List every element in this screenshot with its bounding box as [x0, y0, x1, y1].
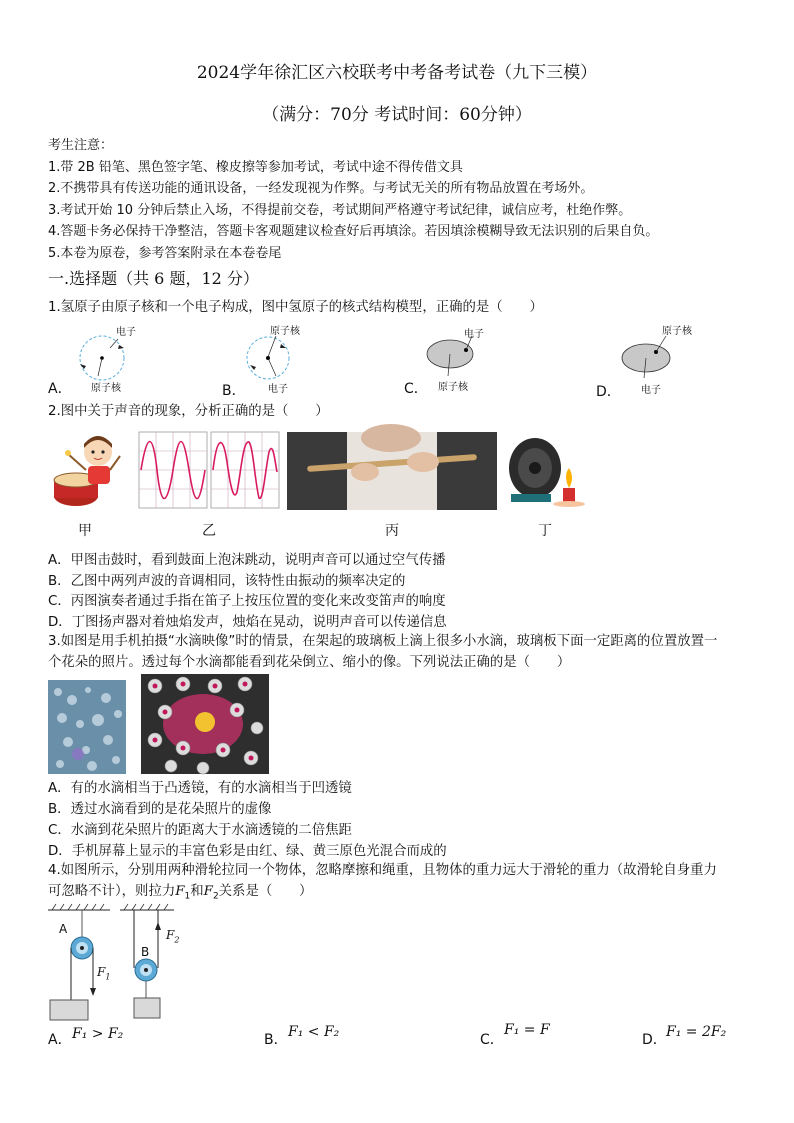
- flute-player-photo: [287, 432, 497, 510]
- fig-force-f2: $F_2$: [166, 928, 180, 945]
- q1-option-d[interactable]: D．: [596, 384, 621, 400]
- q4-stem-line2a: 可忽略不计），则拉力: [48, 884, 176, 899]
- q1-a-label-top: 电子: [116, 327, 136, 338]
- force-f1-sub: 1: [184, 891, 191, 902]
- exam-title: 2024学年徐汇区六校联考中考备考试卷（九下三模）: [196, 63, 598, 83]
- q1-stem: 1.氢原子由原子核和一个电子构成，图中氢原子的核式结构模型，正确的是（ ）: [48, 300, 543, 315]
- q1-d-label-top: 原子核: [662, 326, 692, 337]
- speaker-candle-image: [505, 432, 587, 510]
- q4-option-b[interactable]: B．: [264, 1032, 288, 1048]
- q3-option-c[interactable]: C．水滴到花朵照片的距离大于水滴透镜的二倍焦距: [48, 823, 352, 838]
- section-title: 一.选择题（共 6 题，12 分）: [48, 269, 259, 288]
- atom-model-d: [620, 336, 680, 386]
- q4-formula-d: F₁ = 2F₂: [666, 1024, 727, 1040]
- caption-jia: 甲: [78, 523, 92, 539]
- q2-option-b[interactable]: B．乙图中两列声波的音调相同，该特性由振动的频率决定的: [48, 574, 406, 589]
- q3-stem-line1: 3.如图是用手机拍摄“水滴映像”时的情景，在架起的玻璃板上滴上很多小水滴，玻璃板下面一定距离的位置放置一: [48, 634, 718, 649]
- note-item: 1.带 2B 铅笔、黑色签字笔、橡皮擦等参加考试，考试中途不得传借文具: [48, 159, 463, 175]
- sound-wave-graphs: [139, 432, 285, 510]
- q4-formula-b: F₁ < F₂: [288, 1024, 340, 1040]
- q4-option-a[interactable]: A．: [48, 1032, 72, 1048]
- q4-formula-c: F₁ = F: [504, 1022, 550, 1038]
- q3-option-b[interactable]: B．透过水滴看到的是花朵照片的虚像: [48, 802, 272, 817]
- q4-stem-line1: 4.如图所示，分别用两种滑轮拉同一个物体，忽略摩擦和绳重，且物体的重力远大于滑轮的重力（故滑轮自身重力: [48, 863, 717, 878]
- note-item: 4.答题卡务必保持干净整洁，答题卡客观题建议检查好后再填涂。若因填涂模糊导致无法识别的后果自负。: [48, 224, 659, 239]
- q3-option-d[interactable]: D．手机屏幕上显示的丰富色彩是由红、绿、黄三原色光混合而成的: [48, 844, 447, 859]
- q2-option-d[interactable]: D．丁图扬声器对着烛焰发声，烛焰在晃动，说明声音可以传递信息: [48, 615, 447, 630]
- q4-option-c[interactable]: C．: [480, 1032, 504, 1048]
- exam-subtitle: （满分：70分 考试时间：60分钟）: [262, 105, 532, 125]
- caption-yi: 乙: [202, 523, 216, 539]
- q1-option-c[interactable]: C．: [404, 381, 428, 397]
- q1-c-label-top: 电子: [464, 329, 484, 340]
- q4-and: 和: [190, 884, 204, 899]
- pulley-label-a: A: [59, 922, 68, 936]
- q1-option-b[interactable]: B．: [222, 383, 246, 399]
- q1-b-label-top: 原子核: [270, 326, 300, 337]
- force-f2: F: [203, 884, 213, 899]
- force-f2-sub: 2: [212, 891, 219, 902]
- fig-force-f1: $F_1$: [97, 965, 111, 982]
- q1-b-label-bottom: 电子: [268, 384, 288, 395]
- q1-d-label-bottom: 电子: [641, 385, 661, 396]
- note-item: 2.不携带具有传送功能的通讯设备，一经发现视为作弊。与考试无关的所有物品放置在考场外。: [48, 181, 594, 196]
- q3-stem-line2: 个花朵的照片。透过每个水滴都能看到花朵倒立、缩小的像。下列说法正确的是（ ）: [48, 655, 571, 670]
- q2-option-a[interactable]: A．甲图击鼓时，看到鼓面上泡沫跳动，说明声音可以通过空气传播: [48, 553, 446, 568]
- q4-stem-line2b: 关系是（ ）: [218, 884, 313, 899]
- caption-ding: 丁: [538, 523, 552, 539]
- candidate-notes: [48, 135, 658, 264]
- drum-kid-image: [46, 430, 126, 510]
- atom-model-b: [246, 336, 306, 386]
- q4-option-d[interactable]: D．: [642, 1032, 667, 1048]
- caption-bing: 丙: [385, 523, 399, 539]
- q1-option-a[interactable]: A．: [48, 381, 72, 397]
- q2-stem: 2.图中关于声音的现象，分析正确的是（ ）: [48, 404, 329, 419]
- flower-through-drops-photo: [141, 674, 269, 774]
- q4-formula-a: F₁ > F₂: [72, 1026, 124, 1042]
- force-f1: F: [175, 884, 185, 899]
- note-item: 5.本卷为原卷，参考答案附录在本卷卷尾: [48, 245, 282, 261]
- q1-a-label-bottom: 原子核: [91, 383, 121, 394]
- q1-c-label-bottom: 原子核: [438, 382, 468, 393]
- water-drops-photo: [48, 680, 126, 774]
- pulley-label-b: B: [141, 945, 150, 959]
- notes-heading: 考生注意：: [48, 138, 114, 153]
- q2-option-c[interactable]: C．丙图演奏者通过手指在笛子上按压位置的变化来改变笛声的响度: [48, 594, 446, 609]
- note-item: 3.考试开始 10 分钟后禁止入场，不得提前交卷，考试期间严格遵守考试纪律，诚信应考，杜绝作弊。: [48, 202, 632, 218]
- q3-option-a[interactable]: A．有的水滴相当于凸透镜，有的水滴相当于凹透镜: [48, 781, 352, 796]
- q4-stem-line2: [48, 882, 748, 907]
